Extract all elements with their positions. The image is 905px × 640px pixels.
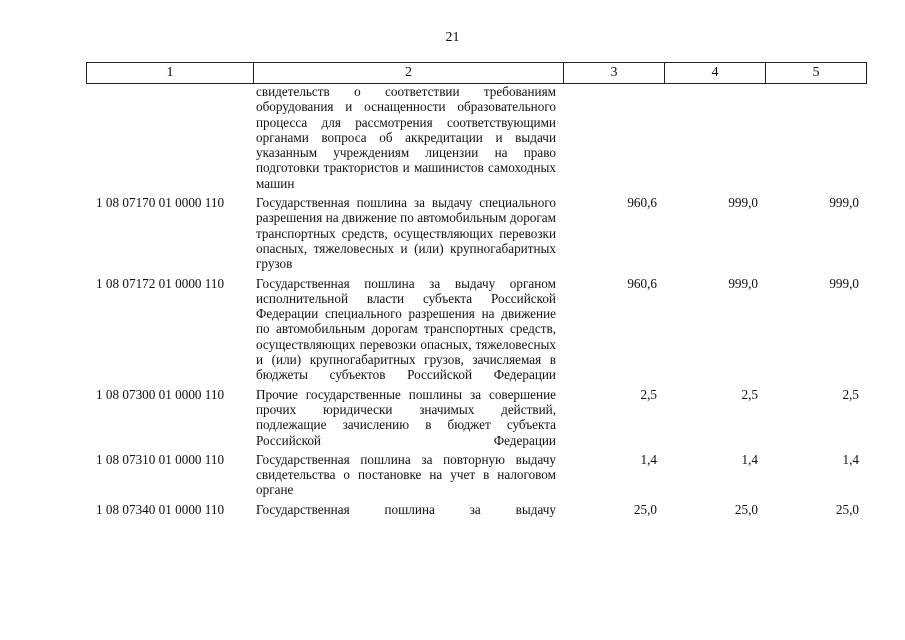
- row-code: 1 08 07340 01 0000 110: [96, 501, 225, 517]
- row-value-col3: [562, 84, 663, 191]
- row-value-col5: 999,0: [829, 195, 859, 211]
- table-row: [86, 502, 865, 517]
- row-value-col5: [764, 84, 865, 191]
- table-body: [86, 84, 865, 517]
- table-row: [86, 387, 865, 448]
- row-value-col4: 25,0: [734, 501, 758, 517]
- table-row: [86, 84, 865, 191]
- row-description: Государственная пошлина за выдачу: [256, 501, 556, 517]
- row-description: Государственная пошлина за повторную выдачу свидетельства о постановке на учет в налоговом органе: [256, 451, 556, 498]
- header-col-4: 4: [664, 63, 765, 83]
- row-value-col3: 960,6: [627, 195, 657, 211]
- row-code: 1 08 07170 01 0000 110: [96, 195, 225, 211]
- page-number: 21: [445, 30, 460, 45]
- row-description: Государственная пошлина за выдачу органом исполнительной власти субъекта Российской Федерации специального разрешения на движение по автомобильным дорогам транспортных средств, осуществляющих перевозки опасных, тяжеловесных и (или) крупногабаритных грузов, зачисляемая в бюджеты субъектов Российской Федерации: [256, 275, 556, 383]
- row-description: свидетельств о соответствии требованиям оборудования и оснащенности образовательного процесса для рассмотрения соответствующими органами вопроса об аккредитации и выдачи указанным учреждениям лицензии на право подготовки трактористов и машинистов самоходных машин: [256, 84, 556, 191]
- table-row: [86, 195, 865, 271]
- row-code: 1 08 07300 01 0000 110: [96, 386, 225, 402]
- row-value-col3: 1,4: [640, 451, 657, 467]
- row-value-col3: 960,6: [627, 275, 657, 291]
- table-row: [86, 452, 865, 498]
- row-value-col3: 25,0: [633, 501, 657, 517]
- row-value-col5: 25,0: [835, 501, 859, 517]
- header-col-3: 3: [563, 63, 664, 83]
- row-value-col4: 999,0: [728, 195, 758, 211]
- table-row: [86, 276, 865, 383]
- row-value-col4: 2,5: [741, 386, 758, 402]
- row-value-col5: 1,4: [842, 451, 859, 467]
- row-value-col5: 2,5: [842, 386, 859, 402]
- row-value-col4: 1,4: [741, 451, 758, 467]
- row-code: 1 08 07310 01 0000 110: [96, 451, 225, 467]
- table-header: [86, 62, 867, 84]
- header-col-5: 5: [765, 63, 866, 83]
- header-col-2: 2: [253, 63, 563, 83]
- row-code: 1 08 07172 01 0000 110: [96, 275, 225, 291]
- row-value-col5: 999,0: [829, 275, 859, 291]
- header-col-1: 1: [166, 65, 174, 80]
- row-description: Государственная пошлина за выдачу специального разрешения на движение по автомобильным дорогам транспортных средств, осуществляющих перевозки опасных, тяжеловесных и (или) крупногабаритных грузов: [256, 195, 556, 272]
- row-code: [86, 84, 252, 191]
- row-value-col4: [663, 84, 764, 191]
- row-value-col3: 2,5: [640, 386, 657, 402]
- row-value-col4: 999,0: [728, 275, 758, 291]
- row-description: Прочие государственные пошлины за совершение прочих юридически значимых действий, подлежащие зачислению в бюджет субъекта Российской Федерации: [256, 386, 556, 448]
